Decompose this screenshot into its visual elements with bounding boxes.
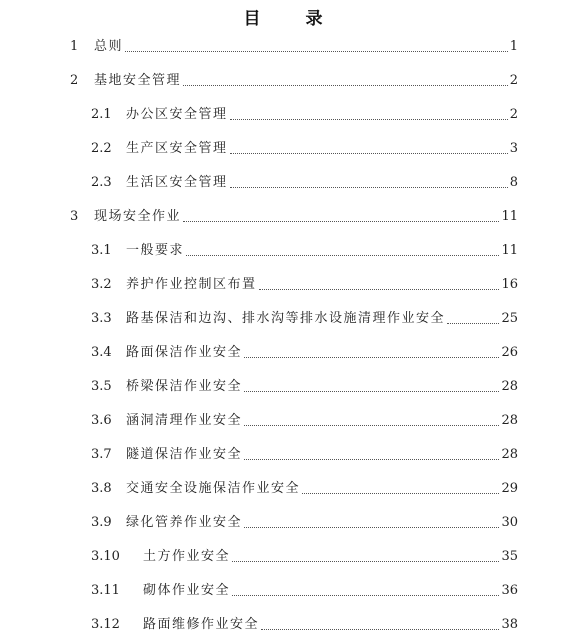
toc-entry[interactable] [0, 138, 580, 160]
toc-entry-title: 砌体作业安全 [143, 583, 231, 598]
toc-entry-page: 30 [501, 515, 518, 530]
toc-entry-number: 2.1 [91, 107, 112, 122]
toc-leader-dots [232, 595, 499, 596]
toc-leader-dots [244, 527, 499, 528]
toc-leader-dots [259, 289, 500, 290]
toc-entry-page: 36 [501, 583, 518, 598]
toc-leader-dots [230, 187, 508, 188]
toc-entry-page: 38 [501, 617, 518, 632]
toc-entry-title: 生活区安全管理 [126, 175, 228, 190]
toc-entry[interactable] [0, 308, 580, 330]
toc-entry[interactable] [0, 104, 580, 126]
toc-entry[interactable] [0, 70, 580, 92]
toc-entry-title: 办公区安全管理 [126, 107, 228, 122]
toc-leader-dots [261, 629, 499, 630]
toc-entry-title: 土方作业安全 [143, 549, 231, 564]
toc-entry[interactable] [0, 410, 580, 432]
toc-entry-page: 35 [501, 549, 518, 564]
toc-leader-dots [230, 119, 508, 120]
toc-entry-page: 11 [501, 243, 518, 258]
toc-entry-number: 3.1 [91, 243, 112, 258]
toc-entry[interactable] [0, 240, 580, 262]
toc-entry[interactable] [0, 478, 580, 500]
toc-entry[interactable] [0, 36, 580, 58]
toc-entry-page: 28 [501, 447, 518, 462]
toc-entry[interactable] [0, 444, 580, 466]
toc-leader-dots [125, 51, 508, 52]
toc-entry-title: 路基保洁和边沟、排水沟等排水设施清理作业安全 [126, 311, 446, 326]
toc-leader-dots [230, 153, 508, 154]
toc-entry-page: 1 [509, 39, 518, 54]
toc-entry-page: 25 [501, 311, 518, 326]
toc-entry-number: 3.4 [91, 345, 112, 360]
toc-entry[interactable] [0, 546, 580, 568]
toc-entry-title: 涵洞清理作业安全 [126, 413, 243, 428]
toc-entry[interactable] [0, 614, 580, 636]
toc-entry-number: 3 [70, 209, 79, 224]
toc-entry-number: 3.2 [91, 277, 112, 292]
toc-entry-page: 29 [501, 481, 518, 496]
toc-entry-number: 3.10 [91, 549, 120, 564]
toc-entry[interactable] [0, 172, 580, 194]
toc-entry-page: 16 [501, 277, 518, 292]
toc-entry-title: 基地安全管理 [94, 73, 182, 88]
toc-entry-number: 3.11 [91, 583, 120, 598]
toc-entry[interactable] [0, 512, 580, 534]
toc-entry-page: 2 [509, 73, 518, 88]
toc-entry-number: 3.8 [91, 481, 112, 496]
toc-leader-dots [447, 323, 499, 324]
toc-entry-title: 总则 [94, 39, 124, 54]
toc-entry-title: 隧道保洁作业安全 [126, 447, 243, 462]
toc-entry-page: 3 [509, 141, 518, 156]
toc-entry-title: 交通安全设施保洁作业安全 [126, 481, 301, 496]
toc-entry-title: 生产区安全管理 [126, 141, 228, 156]
toc-leader-dots [244, 357, 499, 358]
toc-entry-page: 28 [501, 379, 518, 394]
toc-entry-page: 28 [501, 413, 518, 428]
toc-entry-number: 3.6 [91, 413, 112, 428]
toc-entry[interactable] [0, 274, 580, 296]
toc-entry-number: 3.3 [91, 311, 112, 326]
toc-entry-page: 26 [501, 345, 518, 360]
toc-entry-number: 2.3 [91, 175, 112, 190]
toc-entry-number: 1 [70, 39, 79, 54]
toc-entry[interactable] [0, 376, 580, 398]
toc-leader-dots [244, 425, 499, 426]
toc-entry[interactable] [0, 342, 580, 364]
toc-entry-number: 3.9 [91, 515, 112, 530]
toc-leader-dots [244, 391, 499, 392]
toc-entry-number: 3.12 [91, 617, 120, 632]
toc-entry-title: 桥梁保洁作业安全 [126, 379, 243, 394]
page-title: 目 录 [243, 9, 337, 29]
toc-entry[interactable] [0, 206, 580, 228]
toc-entry-title: 路面维修作业安全 [143, 617, 260, 632]
toc-entry-title: 绿化管养作业安全 [126, 515, 243, 530]
toc-entry-number: 2.2 [91, 141, 112, 156]
toc-entry-title: 路面保洁作业安全 [126, 345, 243, 360]
toc-entry-page: 2 [509, 107, 518, 122]
toc-leader-dots [183, 85, 508, 86]
toc-leader-dots [232, 561, 499, 562]
toc-entry-page: 11 [501, 209, 518, 224]
toc-entry[interactable] [0, 580, 580, 602]
toc-leader-dots [186, 255, 499, 256]
toc-entry-title: 养护作业控制区布置 [126, 277, 257, 292]
toc-entry-page: 8 [509, 175, 518, 190]
toc-entry-number: 3.7 [91, 447, 112, 462]
toc-leader-dots [302, 493, 499, 494]
toc-entry-number: 2 [70, 73, 79, 88]
toc-entry-title: 现场安全作业 [94, 209, 182, 224]
toc-entry-number: 3.5 [91, 379, 112, 394]
toc-entry-title: 一般要求 [126, 243, 185, 258]
toc-leader-dots [183, 221, 499, 222]
toc-leader-dots [244, 459, 499, 460]
